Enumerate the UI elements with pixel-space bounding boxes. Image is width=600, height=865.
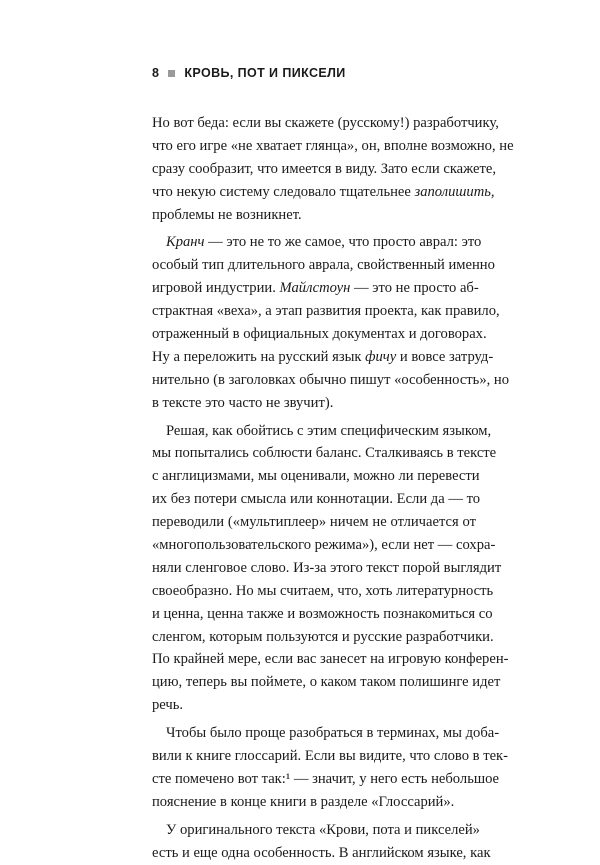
line-text: мы попытались соблюсти баланс. Сталкиваясь в тексте [152,445,497,462]
line-text-after: и вовсе затруд- [396,348,494,365]
line-text: речь. [152,697,184,714]
line-text: есть и еще одна особенность. В английском языке, как [152,844,491,861]
text-line [152,323,487,346]
line-text-after: — это не просто аб- [350,280,479,297]
line-text: что некую систему следовало тщательнее [152,183,415,200]
line-text: няли сленговое слово. Из-за этого текст порой выглядит [152,559,502,576]
text-line [152,204,476,227]
running-header [152,66,346,80]
line-text: особый тип длительного аврала, свойственный именно [152,257,495,274]
text-line [152,819,480,842]
line-text: их без потери смысла или коннотации. Если да — то [152,491,481,508]
text-line [152,842,491,865]
text-line [152,300,500,323]
line-text: Но вот беда: если вы скажете (русскому!) разработчику, [152,115,499,131]
italic-term: Майлстоун [279,280,351,297]
line-text-after: — это не то же самое, что просто аврал: это [204,234,482,251]
text-line [152,603,493,626]
text-line [152,158,497,181]
header-square-ornament [168,70,175,77]
page-number: 8 [152,66,160,80]
line-text: в тексте это часто не звучит). [152,394,334,411]
text-line [152,768,500,791]
line-text: нительно (в заголовках обычно пишут «особенность», но [152,371,510,388]
line-text: что его игре «не хватает глянца», он, вполне возможно, не [152,137,514,154]
line-text: сразу сообразит, что имеется в виду. Зато если скажете, [152,160,497,177]
line-text: проблемы не возникнет. [152,206,302,223]
line-text: пояснение в конце книги в разделе «Глоссарий». [152,793,455,810]
line-text: Чтобы было проще разобраться в терминах, мы доба- [166,725,500,742]
text-line [152,648,509,671]
paragraph [152,722,508,814]
line-text: с англицизмами, мы оценивали, можно ли перевести [152,468,480,485]
text-line [152,626,494,649]
paragraph [152,420,509,718]
text-line [152,745,508,768]
text-line [152,346,494,369]
line-text: По крайней мере, если вас занесет на игровую конферен- [152,651,509,668]
line-text: игровой индустрии. [152,280,280,297]
text-line [152,694,476,717]
body-text [152,112,514,865]
text-line [152,135,514,158]
line-text: вили к книге глоссарий. Если вы видите, что слово в тек- [152,748,508,765]
text-line [152,420,492,443]
text-line [152,671,501,694]
line-text: Ну а переложить на русский язык [152,348,366,365]
paragraph [152,231,510,414]
text-line [152,277,479,300]
text-line [152,722,500,745]
line-text: своеобразно. Но мы считаем, что, хоть литературность [152,582,494,599]
italic-term: фичу [365,348,397,365]
text-line [152,181,495,204]
paragraph [152,819,491,865]
running-title: КРОВЬ, ПОТ И ПИКСЕЛИ [184,66,346,80]
paragraph [152,112,514,226]
line-text: Решая, как обойтись с этим специфическим языком, [166,422,492,439]
text-line [152,791,476,814]
line-text: «многопользовательского режима»), если нет — сохра- [152,537,496,554]
text-line [152,488,481,511]
line-text: отраженный в официальных документах и договорах. [152,326,487,343]
text-line [152,254,495,277]
text-line [152,557,502,580]
text-line [152,465,480,488]
text-line [152,511,476,534]
line-text: страктная «веха», а этап развития проекта, как правило, [152,303,500,320]
text-line [152,534,496,557]
line-text: и ценна, ценна также и возможность познакомиться со [152,605,493,622]
line-text-after: , [490,183,495,200]
line-text: переводили («мультиплеер» ничем не отличается от [152,514,476,531]
text-line [152,112,499,135]
text-line [152,369,510,392]
line-text: цию, теперь вы поймете, о каком таком полишинге идет [152,674,501,691]
line-text: У оригинального текста «Крови, пота и пикселей» [166,821,480,838]
line-text: сте помечено вот так:¹ — значит, у него есть небольшое [152,770,500,787]
italic-term: заполишить [414,183,491,200]
italic-term: Кранч [166,234,205,251]
text-line [152,442,497,465]
text-line [152,580,494,603]
text-line [152,392,476,415]
text-line [152,231,482,254]
line-text: сленгом, которым пользуются и русские разработчики. [152,628,494,645]
